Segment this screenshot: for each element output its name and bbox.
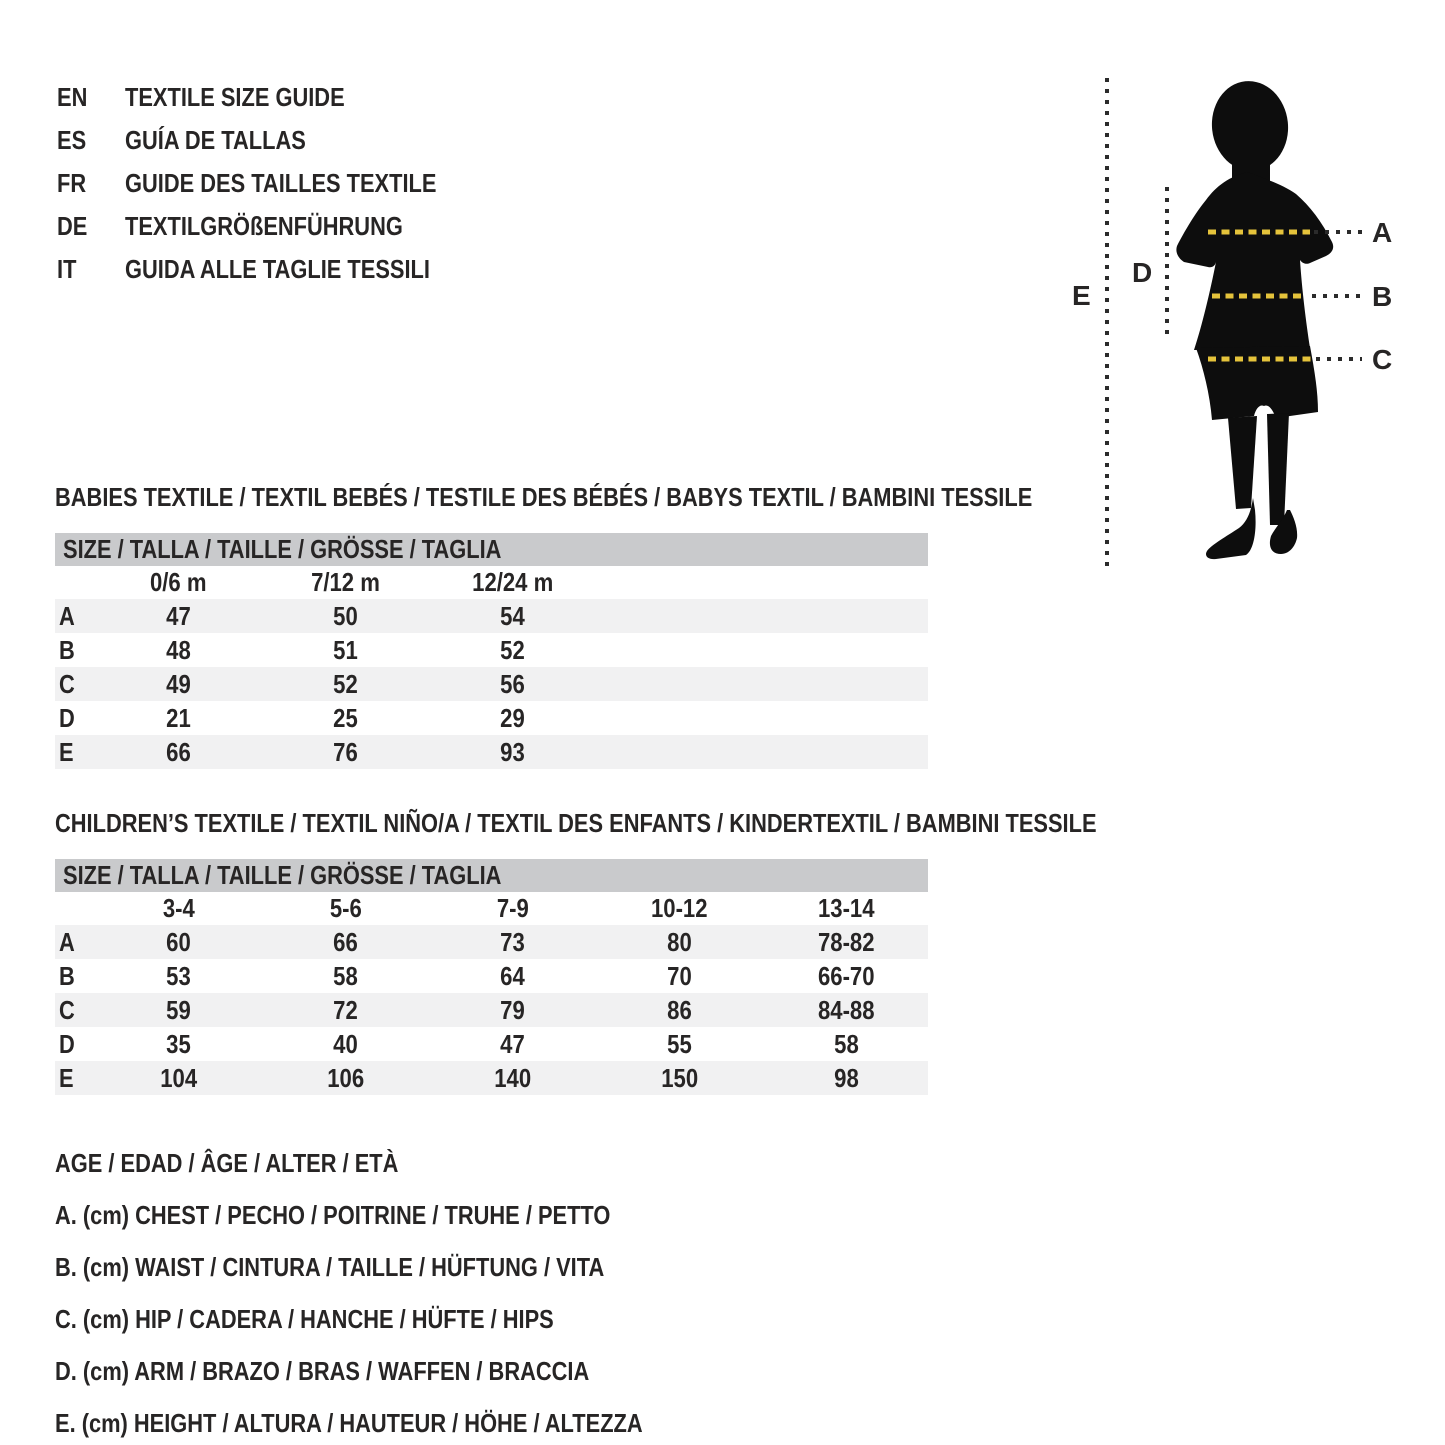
row-label: E [59, 1063, 74, 1093]
legend-height: E. (cm) HEIGHT / ALTURA / HAUTEUR / HÖHE / ALTEZZA [55, 1408, 643, 1438]
column-header: 7/12 m [311, 567, 380, 597]
figure-label-a: A [1372, 217, 1393, 248]
lang-row-es [57, 119, 496, 162]
table-row: E 104 106 140 150 98 [55, 1061, 928, 1095]
lang-title: GUIDA ALLE TAGLIE TESSILI [125, 254, 430, 284]
table-row: B 48 51 52 [55, 633, 928, 667]
column-header: 12/24 m [471, 567, 554, 597]
babies-size-table [55, 533, 928, 769]
children-size-header-band: SIZE / TALLA / TAILLE / GRÖSSE / TAGLIA [55, 859, 928, 892]
column-header: 3-4 [162, 893, 195, 923]
table-row: D 21 25 29 [55, 701, 928, 735]
lang-row-en [57, 76, 496, 119]
row-label: A [59, 601, 75, 631]
row-label: A [59, 927, 75, 957]
lang-title: GUÍA DE TALLAS [125, 125, 306, 155]
column-header: 13-14 [818, 893, 875, 923]
lang-title: TEXTILE SIZE GUIDE [125, 82, 345, 112]
legend-age: AGE / EDAD / ÂGE / ALTER / ETÀ [55, 1148, 399, 1178]
legend-chest: A. (cm) CHEST / PECHO / POITRINE / TRUHE / PETTO [55, 1200, 611, 1230]
table-row: C 49 52 56 [55, 667, 928, 701]
row-label: E [59, 737, 74, 767]
measurement-figure [1060, 60, 1420, 600]
figure-label-b: B [1372, 281, 1393, 312]
figure-label-c: C [1372, 344, 1393, 375]
row-label: D [59, 703, 75, 733]
lang-code: IT [57, 254, 77, 284]
legend-arm: D. (cm) ARM / BRAZO / BRAS / WAFFEN / BRACCIA [55, 1356, 590, 1386]
row-label: C [59, 669, 75, 699]
lang-title: TEXTILGRÖßENFÜHRUNG [125, 211, 403, 241]
lang-code: EN [57, 82, 88, 112]
row-label: B [59, 635, 75, 665]
table-row: A 60 66 73 80 78-82 [55, 925, 928, 959]
table-row: A 47 50 54 [55, 599, 928, 633]
row-label: D [59, 1029, 75, 1059]
lang-code: DE [57, 211, 88, 241]
row-label: C [59, 995, 75, 1025]
lang-row-it [57, 248, 496, 291]
lang-row-de [57, 205, 496, 248]
column-header: 10-12 [651, 893, 708, 923]
figure-label-d: D [1132, 257, 1153, 288]
babies-size-header-band: SIZE / TALLA / TAILLE / GRÖSSE / TAGLIA [55, 533, 928, 566]
legend-waist: B. (cm) WAIST / CINTURA / TAILLE / HÜFTUNG / VITA [55, 1252, 605, 1282]
children-size-table [55, 859, 928, 1095]
lang-code: FR [57, 168, 87, 198]
figure-label-e: E [1072, 280, 1091, 311]
lang-code: ES [57, 125, 87, 155]
table-row: C 59 72 79 86 84-88 [55, 993, 928, 1027]
table-row: D 35 40 47 55 58 [55, 1027, 928, 1061]
legend-hip: C. (cm) HIP / CADERA / HANCHE / HÜFTE / HIPS [55, 1304, 554, 1334]
lang-title: GUIDE DES TAILLES TEXTILE [125, 168, 437, 198]
column-header: 0/6 m [150, 567, 207, 597]
table-row: E 66 76 93 [55, 735, 928, 769]
language-title-block [57, 76, 496, 291]
babies-section-title: BABIES TEXTILE / TEXTIL BEBÉS / TESTILE DES BÉBÉS / BABYS TEXTIL / BAMBINI TESSILE [55, 482, 1033, 512]
children-column-header-row [55, 892, 928, 925]
measurement-legend [55, 1137, 755, 1445]
lang-row-fr [57, 162, 496, 205]
table-row: B 53 58 64 70 66-70 [55, 959, 928, 993]
column-header: 7-9 [496, 893, 529, 923]
children-section-title: CHILDREN’S TEXTILE / TEXTIL NIÑO/A / TEXTIL DES ENFANTS / KINDERTEXTIL / BAMBINI TESSILE [55, 808, 1097, 838]
babies-column-header-row [55, 566, 928, 599]
row-label: B [59, 961, 75, 991]
column-header: 5-6 [329, 893, 362, 923]
